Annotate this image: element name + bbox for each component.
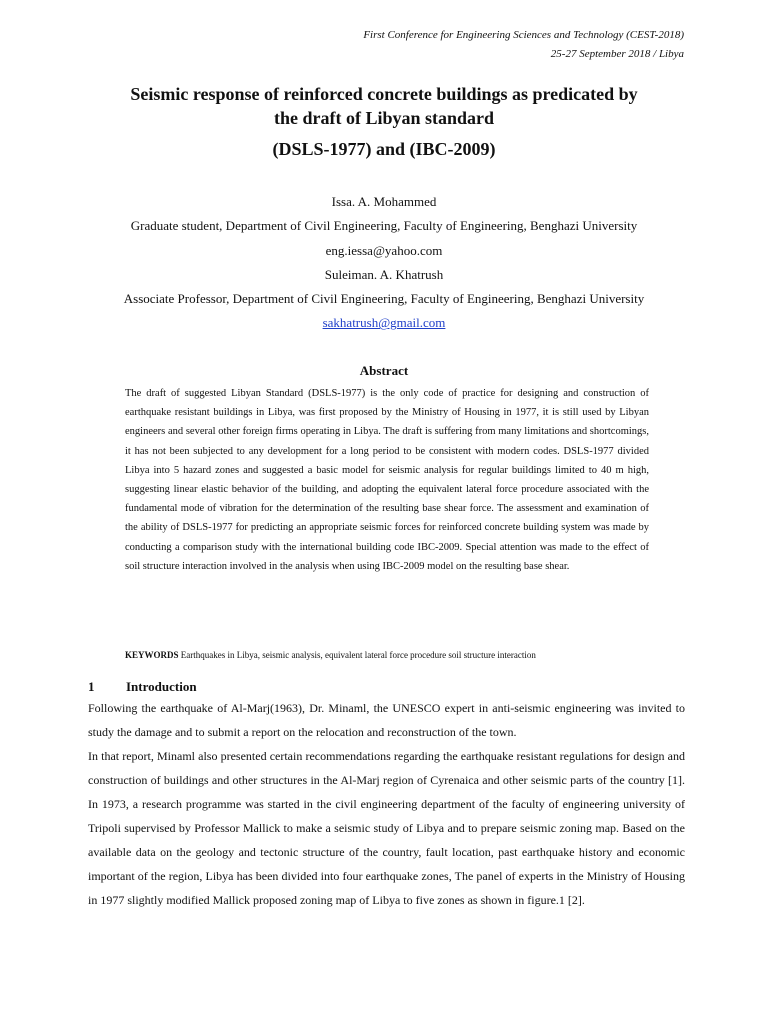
paper-title-line-1: Seismic response of reinforced concrete buildings as predicated by: [130, 84, 638, 104]
paper-title-line-2: the draft of Libyan standard: [273, 108, 495, 128]
keywords-label: KEYWORDS: [125, 650, 179, 660]
abstract-text: The draft of suggested Libyan Standard (DSLS-1977) is the only code of practice for designing and construction of earthquake resistant buildings in Libya, was first proposed by the Ministry of Housing in 1977, it is still used by Libyan engineers and several other foreign firms operating in Libya. The draft is suffering from many limitations and shortcomings, it has not been subjected to any development for a long period to be consistent with modern codes. DSLS-1977 divided Libya into 5 hazard zones and suggested a basic model for seismic analysis for regular buildings limited to 40 m high, suggesting linear elastic behavior of the building, and adopting the equivalent lateral force procedure associated with the fundamental mode of vibration for the determination of the resulting base shear force. The assessment and examination of the ability of DSLS-1977 for predicting an appropriate seismic forces for reinforced concrete building system was made by conducting a comparison study with the international building code IBC-2009. Special attention was made to the effect of soil structure interaction involved in the analysis when using IBC-2009 model on the resulting base shear.: [125, 388, 649, 572]
introduction-body: [88, 696, 685, 912]
abstract-heading: Abstract: [359, 363, 409, 378]
author-2-affiliation: Associate Professor, Department of Civil Engineering, Faculty of Engineering, Benghazi University: [123, 291, 645, 307]
paper-subtitle: (DSLS-1977) and (IBC-2009): [272, 139, 496, 159]
author-2-name: Suleiman. A. Khatrush: [324, 266, 444, 282]
keywords-text: Earthquakes in Libya, seismic analysis, equivalent lateral force procedure soil structure interaction: [180, 650, 536, 660]
section-heading-introduction: [88, 678, 197, 696]
author-1-name: Issa. A. Mohammed: [331, 194, 437, 209]
author-block: [60, 190, 708, 336]
section-number: 1: [88, 679, 95, 694]
section-title: Introduction: [126, 679, 197, 694]
introduction-paragraph-2: In that report, Minaml also presented certain recommendations regarding the earthquake resistant regulations for design and construction of buildings and other structures in the Al-Marj region of Cyrenaica and other seismic parts of the country [1]. In 1973, a research programme was started in the civil engineering department of the faculty of engineering university of Tripoli supervised by Professor Mallick to make a seismic study of Libya and to prepare seismic zoning map. Based on the available data on the geology and tectonic structure of the country, fault location, past earthquake history and economic important of the region, Libya has been divided into four earthquake zones, The panel of experts in the Ministry of Housing in 1977 slightly modified Mallick proposed zoning map of Libya to five zones as shown in figure.1 [2].: [88, 749, 685, 907]
introduction-paragraph-1: Following the earthquake of Al-Marj(1963), Dr. Minaml, the UNESCO expert in anti-seismic engineering was invited to study the damage and to submit a report on the relocation and reconstruction of the town.: [88, 701, 685, 739]
conference-date-location: 25-27 September 2018 / Libya: [550, 48, 684, 60]
paper-title: [60, 82, 708, 130]
keywords-line: [125, 648, 665, 662]
author-2-email-link[interactable]: sakhatrush@gmail.com: [322, 315, 446, 331]
author-1-email: eng.iessa@yahoo.com: [325, 242, 443, 258]
conference-header: [363, 26, 684, 64]
conference-name: First Conference for Engineering Sciences and Technology (CEST-2018): [363, 29, 684, 41]
author-1-affiliation: Graduate student, Department of Civil Engineering, Faculty of Engineering, Benghazi University: [130, 218, 638, 234]
